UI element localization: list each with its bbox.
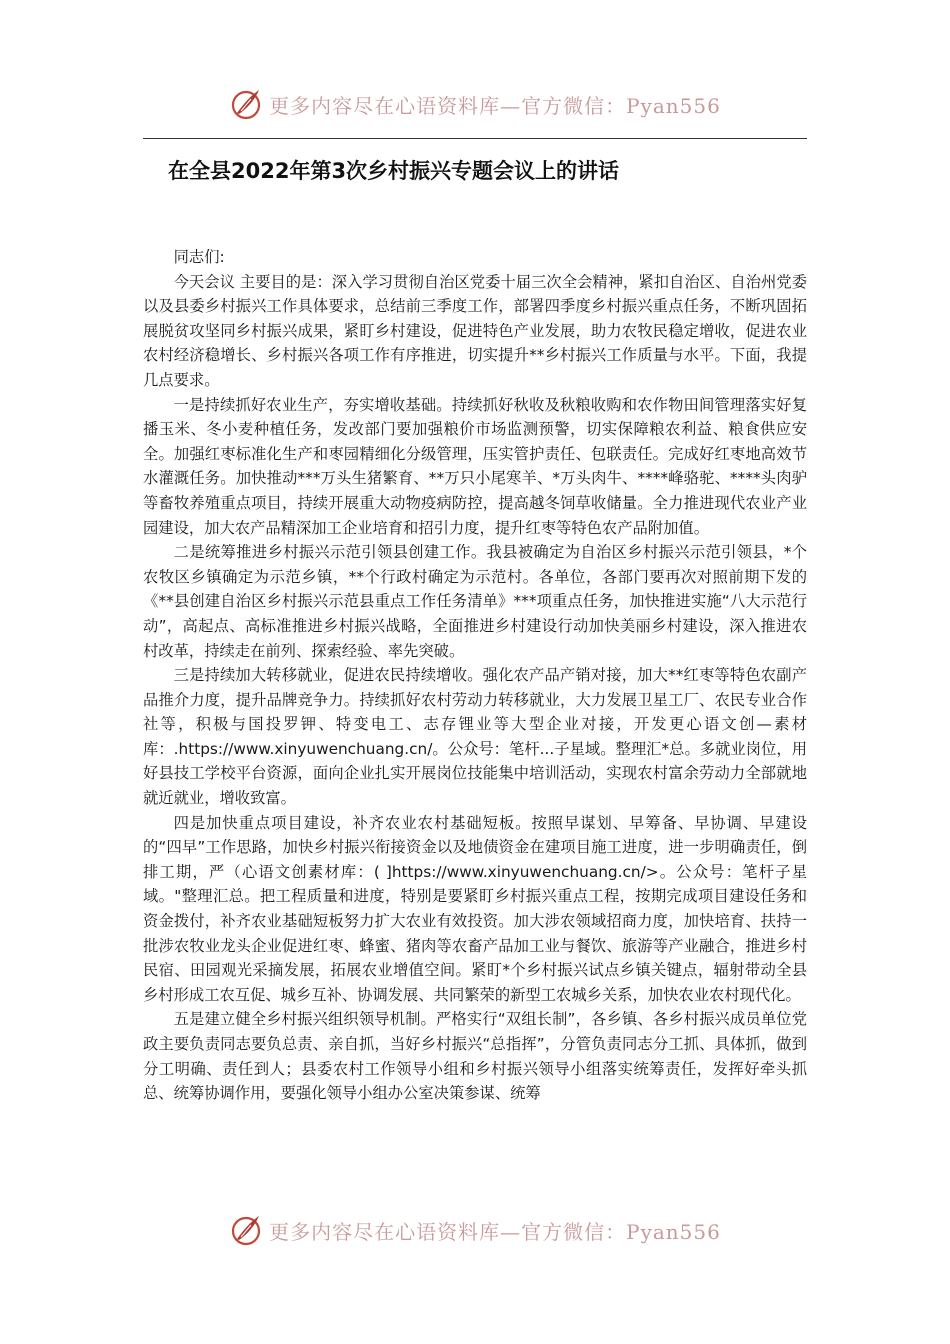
paragraph-3: 三是持续加大转移就业，促进农民持续增收。强化农产品产销对接，加大**红枣等特色农副产品推介力度，提升品牌竞争力。持续抓好农村劳动力转移就业，大力发展卫星工厂、农民专业合作社等，积极与国投罗钾、特变电工、志存锂业等大型企业对接，开发更心语文创—素材库：.https://www.xinyuwenchuang.cn/。公众号：笔杆...子星域。整理汇*总。多就业岗位，用好县技工学校平台资源，面向企业扎实开展岗位技能集中培训活动，实现农村富余劳动力全部就地就近就业，增收致富。 bbox=[143, 666, 807, 808]
paragraph-1: 一是持续抓好农业生产，夯实增收基础。持续抓好秋收及秋粮收购和农作物田间管理落实好复播玉米、冬小麦种植任务，发改部门要加强粮价市场监测预警，切实保障粮农利益、粮食供应安全。加强红枣标准化生产和枣园精细化分级管理，压实管护责任、包联责任。完成好红枣地高效节水灌溉任务。加快推动***万头生猪繁育、**万只小尾寒羊、*万头肉牛、****峰骆驼、****头肉驴等畜牧养殖重点项目，持续开展重大动物疫病防控，提高越冬饲草收储量。全力推进现代农业产业园建设，加大农产品精深加工企业培育和招引力度，提升红枣等特色农产品附加值。 bbox=[143, 395, 807, 537]
footer-watermark-banner bbox=[0, 1208, 950, 1252]
header-watermark-banner bbox=[0, 82, 950, 126]
paragraph-intro: 今天会议 主要目的是：深入学习贯彻自治区党委十届三次全会精神，紧扣自治区、自治州党委以及县委乡村振兴工作具体要求，总结前三季度工作，部署四季度乡村振兴重点任务，不断巩固拓展脱贫攻坚同乡村振兴成果，紧盯乡村建设，促进特色产业发展，助力农牧民稳定增收，促进农业农村经济稳增长、乡村振兴各项工作有序推进，切实提升**乡村振兴工作质量与水平。下面，我提几点要求。 bbox=[143, 272, 807, 389]
header-watermark-text: 更多内容尽在心语资料库—官方微信：Pyan556 bbox=[269, 93, 721, 118]
header-divider bbox=[143, 138, 807, 139]
paragraph-5: 五是建立健全乡村振兴组织领导机制。严格实行“双组长制”，各乡镇、各乡村振兴成员单位党政主要负责同志要负总责、亲自抓，当好乡村振兴“总指挥”，分管负责同志分工抓、具体抓，做到分工明确、责任到人；县委农村工作领导小组和乡村振兴领导小组落实统筹责任，发挥好牵头抓总、统筹协调作用，要强化领导小组办公室决策参谋、统筹 bbox=[143, 1010, 807, 1103]
document-title: 在全县2022年第3次乡村振兴专题会议上的讲话 bbox=[168, 159, 620, 183]
document-body bbox=[143, 245, 807, 1106]
footer-watermark-text: 更多内容尽在心语资料库—官方微信：Pyan556 bbox=[269, 1219, 721, 1244]
paragraph-4: 四是加快重点项目建设，补齐农业农村基础短板。按照早谋划、早筹备、早协调、早建设的“四早”工作思路，加快乡村振兴衔接资金以及地债资金在建项目施工进度，进一步明确责任，倒排工期，严（心语文创素材库：( ]https://www.xinyuwenchuang.cn/>。公众号：笔杆子星域。"整理汇总。把工程质量和进度，特别是要紧盯乡村振兴重点工程，按期完成项目建设任务和资金拨付，补齐农业基础短板努力扩大农业有效投资。加大涉农领域招商力度，加快培育、扶持一批涉农牧业龙头企业促进红枣、蜂蜜、猪肉等农畜产品加工业与餐饮、旅游等产业融合，推进乡村民宿、田园观光采摘发展，拓展农业增值空间。紧盯*个乡村振兴试点乡镇关键点，辐射带动全县乡村形成工农互促、城乡互补、协调发展、共同繁荣的新型工农城乡关系，加快农业农村现代化。 bbox=[143, 813, 807, 1004]
salutation: 同志们: bbox=[173, 248, 225, 266]
quill-pen-circle-icon bbox=[229, 87, 263, 121]
paragraph-2: 二是统筹推进乡村振兴示范引领县创建工作。我县被确定为自治区乡村振兴示范引领县，*个农牧区乡镇确定为示范乡镇，**个行政村确定为示范村。各单位，各部门要再次对照前期下发的《**县创建自治区乡村振兴示范县重点工作任务清单》***项重点任务，加快推进实施“八大示范行动”，高起点、高标准推进乡村振兴战略，全面推进乡村建设行动加快美丽乡村建设，深入推进农村改革，持续走在前列、探索经验、率先突破。 bbox=[143, 543, 807, 660]
quill-pen-circle-icon bbox=[229, 1213, 263, 1247]
